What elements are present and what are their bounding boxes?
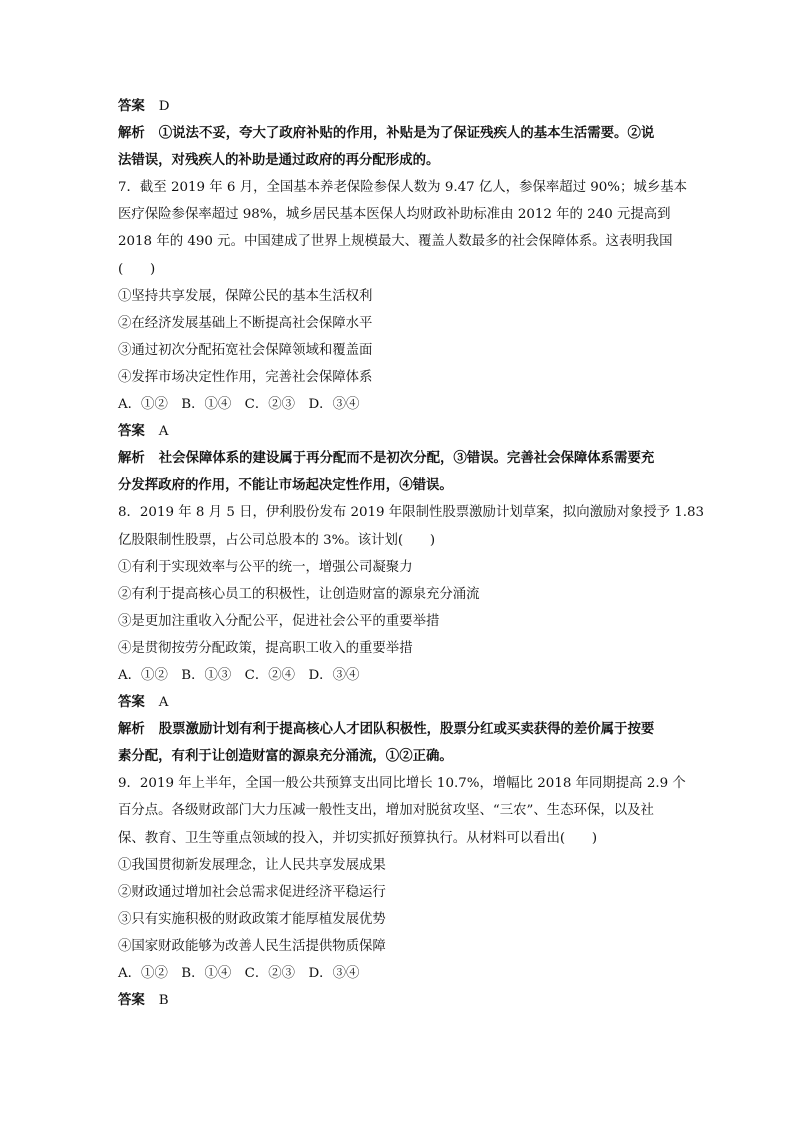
option-line: ②在经济发展基础上不断提高社会保障水平 bbox=[118, 315, 373, 331]
document-page bbox=[118, 93, 705, 1014]
analysis-label: 解析 bbox=[118, 451, 145, 467]
answer-line bbox=[118, 418, 680, 445]
choices-line: A．①② B．①④ C．②③ D．③④ bbox=[118, 966, 360, 981]
answer-line bbox=[118, 689, 680, 716]
analysis-text: ①说法不妥，夸大了政府补贴的作用，补贴是为了保证残疾人的基本生活需要。②说 bbox=[158, 125, 655, 142]
option-line: ④发挥市场决定性作用，完善社会保障体系 bbox=[118, 369, 373, 385]
analysis-line bbox=[118, 120, 680, 147]
question-8-line: 亿股限制性股票，占公司总股本的 3%。该计划( ) bbox=[118, 532, 436, 548]
question-7-line: 2018 年的 490 元。中国建成了世界上规模最大、覆盖人数最多的社会保障体系。这表明我国 bbox=[118, 234, 673, 250]
analysis-line bbox=[118, 716, 680, 743]
question-7-line: 医疗保险参保率超过 98%，城乡居民基本医保人均财政补助标准由 2012 年的 240 元提高到 bbox=[118, 207, 671, 223]
answer-line bbox=[118, 93, 680, 120]
option-line: ④是贯彻按劳分配政策，提高职工收入的重要举措 bbox=[118, 640, 413, 656]
answer-label: 答案 bbox=[118, 424, 145, 440]
question-7-line: ( ) bbox=[118, 261, 156, 277]
choices-line: A．①② B．①④ C．②③ D．③④ bbox=[118, 397, 360, 413]
option-line: ④国家财政能够为改善人民生活提供物质保障 bbox=[118, 938, 386, 954]
question-9-line: 保、教育、卫生等重点领域的投入，并切实抓好预算执行。从材料可以看出( ) bbox=[118, 830, 598, 846]
analysis-text: 股票激励计划有利于提高核心人才团队积极性，股票分红或买卖获得的差价属于按要 bbox=[158, 721, 655, 738]
answer-value: B bbox=[158, 993, 169, 1009]
question-9-line: 9．2019 年上半年，全国一般公共预算支出同比增长 10.7%，增幅比 2018 年同期提高 2.9 个 bbox=[118, 776, 686, 792]
question-7-line: 7．截至 2019 年 6 月，全国基本养老保险参保人数为 9.47 亿人，参保率超过 90%；城乡基本 bbox=[118, 180, 687, 196]
analysis-label: 解析 bbox=[118, 722, 145, 738]
option-line: ③是更加注重收入分配公平，促进社会公平的重要举措 bbox=[118, 613, 440, 629]
answer-label: 答案 bbox=[118, 99, 145, 114]
answer-label: 答案 bbox=[118, 993, 145, 1009]
question-8-line: 8．2019 年 8 月 5 日，伊利股份发布 2019 年限制性股票激励计划草案，拟向激励对象授予 1.83 bbox=[118, 505, 705, 521]
option-line: ①坚持共享发展，保障公民的基本生活权利 bbox=[118, 288, 373, 304]
analysis-label: 解析 bbox=[118, 126, 145, 142]
analysis-line bbox=[118, 445, 680, 472]
analysis-line: 分发挥政府的作用，不能让市场起决定性作用，④错误。 bbox=[118, 477, 453, 494]
choices-line: A．①② B．①③ C．②④ D．③④ bbox=[118, 667, 360, 683]
analysis-line: 法错误，对残疾人的补助是通过政府的再分配形成的。 bbox=[118, 152, 440, 169]
answer-line bbox=[118, 987, 680, 1014]
analysis-text: 社会保障体系的建设属于再分配而不是初次分配，③错误。完善社会保障体系需要充 bbox=[158, 450, 655, 467]
option-line: ③只有实施积极的财政政策才能厚植发展优势 bbox=[118, 911, 386, 927]
option-line: ②财政通过增加社会总需求促进经济平稳运行 bbox=[118, 884, 386, 900]
question-9-line: 百分点。各级财政部门大力压减一般性支出，增加对脱贫攻坚、“三农”、生态环保，以及社 bbox=[118, 803, 654, 819]
answer-label: 答案 bbox=[118, 695, 145, 711]
analysis-line: 素分配，有利于让创造财富的源泉充分涌流，①②正确。 bbox=[118, 748, 453, 765]
answer-value: A bbox=[158, 695, 169, 711]
answer-value: A bbox=[158, 424, 169, 440]
answer-value: D bbox=[158, 99, 170, 114]
option-line: ①有利于实现效率与公平的统一，增强公司凝聚力 bbox=[118, 559, 413, 575]
option-line: ①我国贯彻新发展理念，让人民共享发展成果 bbox=[118, 857, 386, 873]
option-line: ②有利于提高核心员工的积极性，让创造财富的源泉充分涌流 bbox=[118, 586, 480, 602]
option-line: ③通过初次分配拓宽社会保障领域和覆盖面 bbox=[118, 342, 373, 358]
